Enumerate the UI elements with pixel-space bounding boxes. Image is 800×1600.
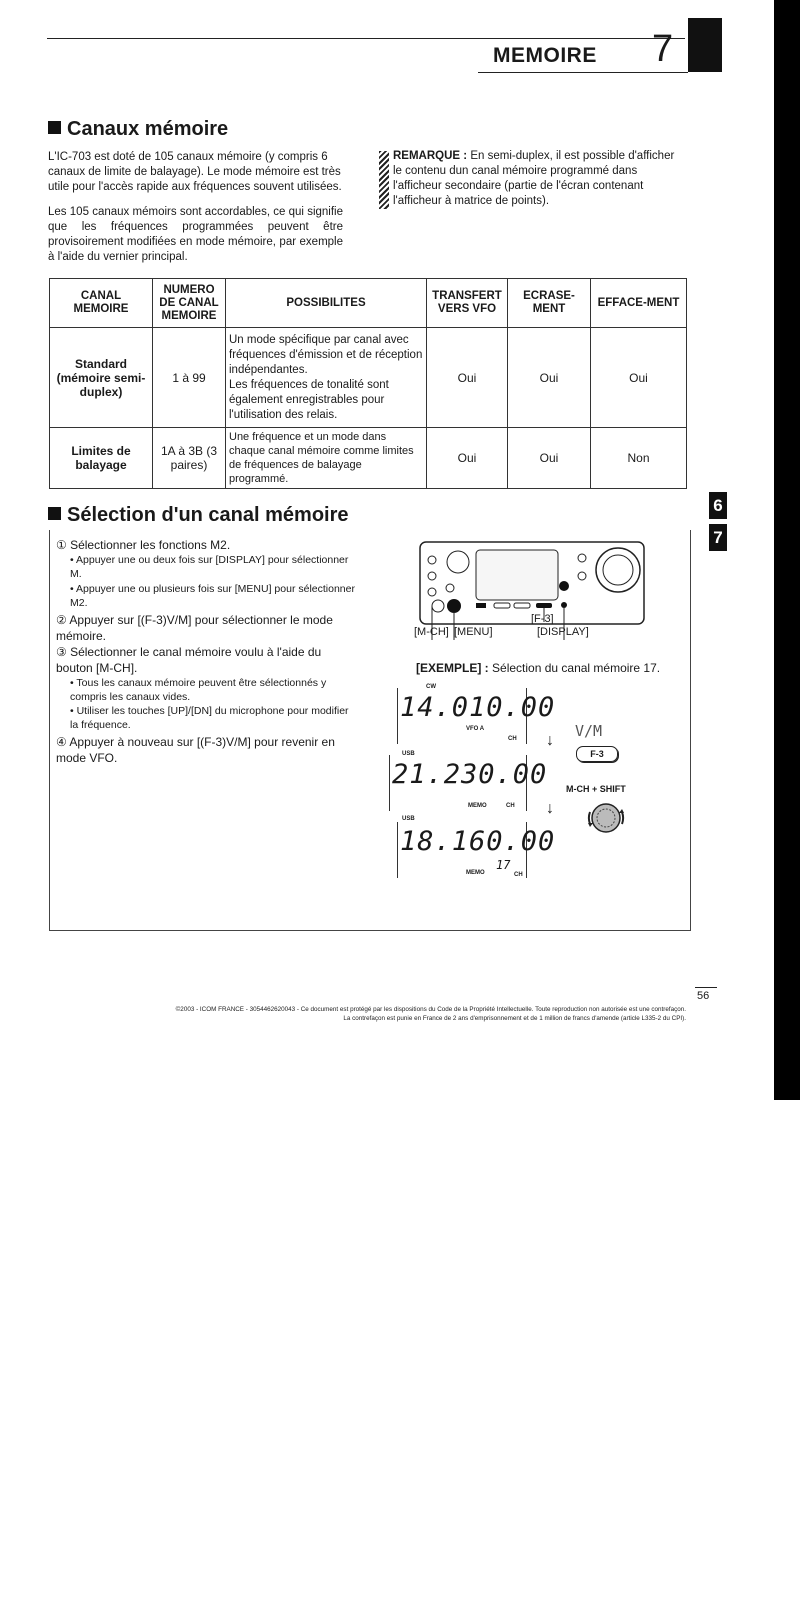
cell-ecrasement: Oui [508,328,591,428]
tunable-paragraph: Les 105 canaux mémoirs sont accordables, ce qui signifie que les fréquences programmées peuvent être provisoirement modifiées en mode mémoire, par exemple à l'aide du vernier principal. [48,206,343,263]
label-menu: [MENU] [454,626,493,638]
lcd3-ch-label: CH [514,872,523,878]
col-possibilites: POSSIBILITES [226,279,427,328]
lcd1-ch: CH [508,736,517,742]
cell-numero: 1 à 99 [153,328,226,428]
cell-transfert: Oui [427,428,508,489]
remark-paragraph [393,149,683,209]
remark-hatch-icon [379,151,389,209]
chapter-tab-6[interactable]: 6 [709,492,727,519]
bullet-square-icon [48,507,61,520]
table-header-row [50,279,687,328]
cell-possibilites [226,428,427,489]
lcd3-frequency: 18.160.00 [400,826,556,857]
memory-channels-table [49,278,687,489]
cell-effacement: Oui [591,328,687,428]
page-number: 56 [697,990,710,1002]
cell-ecrasement: Oui [508,428,591,489]
step-1a: • Appuyer une ou deux fois sur [DISPLAY] pour sélectionner M. [70,554,349,580]
lcd1-vfo-tag: VFO A [466,726,485,732]
example-label: [EXEMPLE] : [416,661,489,675]
down-arrow-icon: ↓ [546,800,554,817]
mch-dial-icon[interactable] [584,796,628,840]
cell-numero: 1A à 3B (3 paires) [153,428,226,489]
chapter-number: 7 [652,28,674,70]
label-display: [DISPLAY] [537,626,589,638]
step-3: ③ Sélectionner le canal mémoire voulu à l'aide du bouton [M-CH]. [56,645,322,675]
radio-front-panel-illustration [418,540,648,640]
lcd2-mode: USB [402,751,415,757]
section-selection-title: Sélection d'un canal mémoire [48,504,349,527]
step-2: ② Appuyer sur [(F-3)V/M] pour sélectionner le mode mémoire. [56,613,333,643]
mch-shift-label: M-CH + SHIFT [566,784,626,794]
col-ecrasement: ECRASE-MENT [508,279,591,328]
lcd3-mode: USB [402,816,415,822]
label-f3: [F-3] [531,613,554,625]
cell-possibilites [226,328,427,428]
step-3a: • Tous les canaux mémoire peuvent être sélectionnés y compris les canaux vides. [70,677,327,703]
remark-text: En semi-duplex, il est possible d'afficher le contenu dun canal mémoire programmé dans l'afficheur secondaire (partie de l'écran contenant l'afficheur à matrice de points). [393,150,675,207]
step-1: ① Sélectionner les fonctions M2. [56,538,231,552]
cell-effacement: Non [591,428,687,489]
chapter-title: MEMOIRE [493,44,597,67]
step-3b: • Utiliser les touches [UP]/[DN] du microphone pour modifier la fréquence. [70,705,349,731]
example-caption [416,661,660,675]
down-arrow-icon: ↓ [546,732,554,749]
poss-line-1: Un mode spécifique par canal avec fréquences d'émission et de réception indépendantes. [229,333,423,376]
lcd-display-1 [397,684,556,744]
bullet-square-icon [48,121,61,134]
header-rule [47,38,685,39]
chapter-block-mark [688,18,722,72]
step-4: ④ Appuyer à nouveau sur [(F-3)V/M] pour revenir en mode VFO. [56,735,335,765]
cell-canal: Standard (mémoire semi-duplex) [50,328,153,428]
lcd1-mode: CW [426,684,436,690]
lcd3-memo-tag: MEMO [466,870,485,876]
remark-label: REMARQUE : [393,150,468,162]
lcd3-channel: 17 [496,858,511,872]
chapter-tab-7[interactable]: 7 [709,524,727,551]
lcd2-ch: CH [506,803,515,809]
step-1b: • Appuyer une ou plusieurs fois sur [MENU] pour sélectionner M2. [70,583,355,609]
example-text: Sélection du canal mémoire 17. [492,661,661,675]
vm-label: V/M [575,722,603,740]
copyright-line-2: La contrefaçon est punie en France de 2 ans d'emprisonnement et de 1 million de francs d'amende (article L335-2 du CPI). [343,1015,686,1022]
copyright-line-1: ©2003 - ICOM FRANCE - 3054462620043 - Ce document est protégé par les dispositions du Code de la Propriété Intellectuelle. Toute reproduction non autorisée est une contrefaçon. [175,1006,686,1013]
cell-transfert: Oui [427,328,508,428]
lcd2-frequency: 21.230.00 [392,759,548,790]
table-row [50,328,687,428]
col-effacement: EFFACE-MENT [591,279,687,328]
poss-line-2: Les fréquences de tonalité sont également enregistrables pour l'utilisation des relais. [229,378,389,421]
table-row [50,428,687,489]
f3-button[interactable]: F-3 [576,746,618,762]
cell-canal: Limites de balayage [50,428,153,489]
lcd-display-2 [389,751,548,811]
col-numero: NUMERO DE CANAL MEMOIRE [153,279,226,328]
page-edge-bar [774,0,800,1100]
section-canaux-title: Canaux mémoire [48,118,228,141]
intro-paragraph: L'IC-703 est doté de 105 canaux mémoire (y compris 6 canaux de limite de balayage). Le mode mémoire est très utile pour l'accès rapide aux fréquences souvent utilisées. [48,151,342,193]
poss-line-1: Une fréquence et un mode dans chaque canal mémoire comme limites de fréquences de balayage programmé. [229,431,414,485]
lcd2-memo-tag: MEMO [468,803,487,809]
col-canal: CANAL MEMOIRE [50,279,153,328]
header-underline [478,72,688,73]
page-number-rule [695,987,717,988]
col-transfert: TRANSFERT VERS VFO [427,279,508,328]
label-mch: [M-CH] [414,626,449,638]
lcd-display-3 [397,816,556,878]
lcd1-frequency: 14.010.00 [400,692,556,723]
